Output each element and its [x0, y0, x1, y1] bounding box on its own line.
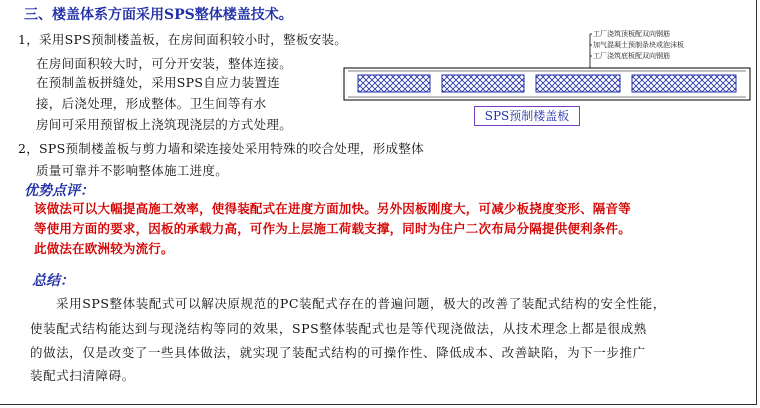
point2-line1: 2，SPS预制楼盖板与剪力墙和梁连接处采用特殊的咬合处理，形成整体 — [18, 141, 424, 156]
summary-line1: 采用SPS整体装配式可以解决原规范的PC装配式存在的普遍问题，极大的改善了装配式结构的安全性能， — [56, 296, 666, 311]
point1-line4: 接，后浇处理，形成整体。卫生间等有水 — [36, 96, 267, 111]
point2-line2: 质量可靠并不影响整体施工进度。 — [36, 163, 229, 178]
core-block — [632, 75, 736, 92]
summary-line3: 的做法，仅是改变了一些具体做法，就实现了装配式结构的可操作性、降低成本、改善缺陷，为下一步推广 — [30, 345, 646, 360]
core-block — [442, 75, 524, 92]
advantages-line1: 该做法可以大幅提高施工效率，使得装配式在进度方面加快。另外因板刚度大，可减少板挠度变形、隔音等 — [34, 201, 631, 216]
point1-line2: 在房间面积较大时，可分开安装，整体连接。 — [36, 56, 293, 71]
annotation-bottom-slab: 工厂浇筑底板配双向钢筋 — [593, 52, 670, 60]
summary-line2: 使装配式结构能达到与现浇结构等同的效果，SPS整体装配式也是等代现浇做法，从技术理念上都是很成熟 — [30, 321, 647, 336]
summary-title: 总结： — [32, 273, 74, 289]
point1-line1: 1，采用SPS预制楼盖板，在房间面积较小时，整板安装。 — [18, 32, 348, 47]
advantages-title: 优势点评： — [24, 183, 94, 199]
slab-label: SPS预制楼盖板 — [474, 106, 580, 126]
summary-line4: 装配式扫清障碍。 — [30, 368, 135, 383]
core-block — [358, 75, 430, 92]
section-heading: 三、楼盖体系方面采用SPS整体楼盖技术。 — [24, 7, 293, 23]
point1-line3: 在预制盖板拼缝处，采用SPS自应力装置连 — [36, 75, 281, 90]
annotation-top-slab: 工厂浇筑顶板配双向钢筋 — [593, 30, 670, 38]
advantages-line3: 此做法在欧洲较为流行。 — [34, 241, 174, 256]
slab-section-diagram — [336, 26, 756, 110]
annotation-core-block: 加气混凝土预制条块或泡沫板 — [593, 41, 684, 49]
point1-line5: 房间可采用预留板上浇筑现浇层的方式处理。 — [36, 117, 293, 132]
core-block — [536, 75, 620, 92]
advantages-line2: 等使用方面的要求，因板的承载力高，可作为上层施工荷载支撑，同时为住户二次布局分隔提供便利条件。 — [34, 221, 631, 236]
